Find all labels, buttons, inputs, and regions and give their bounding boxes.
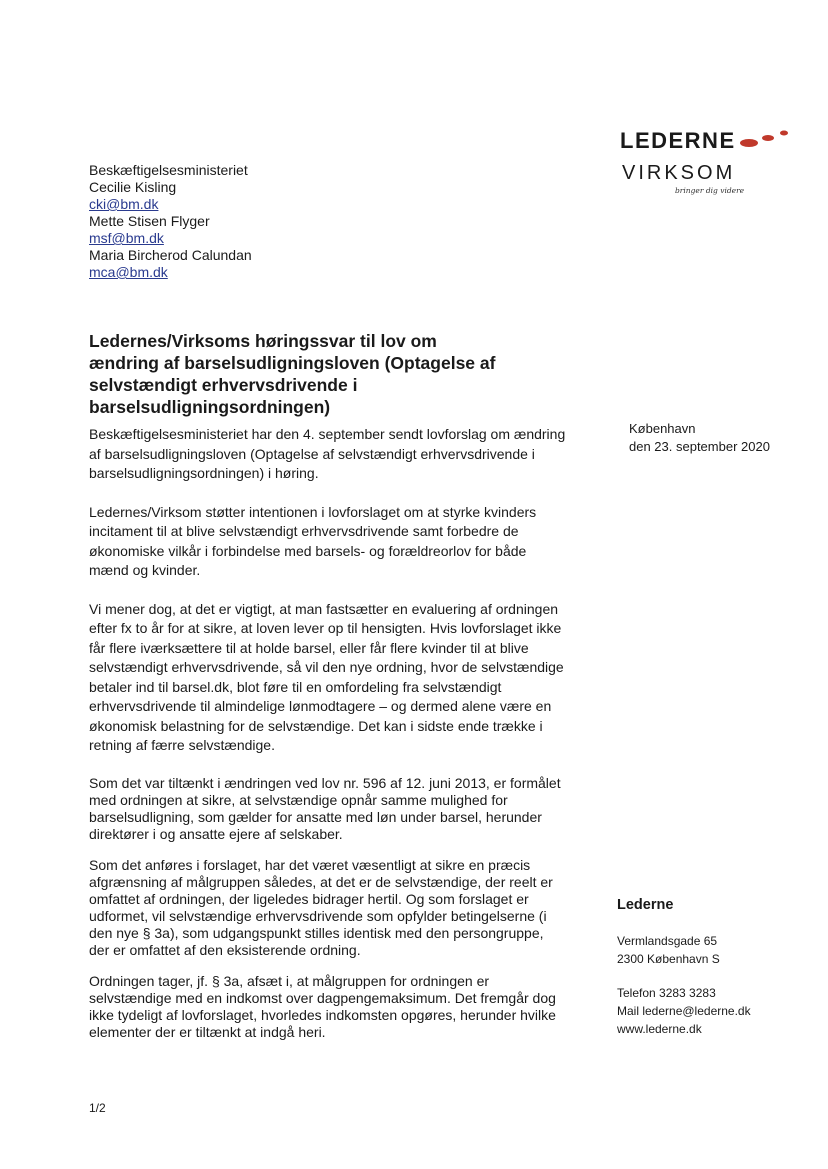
place-date-block (629, 420, 770, 456)
recipient-email-link[interactable]: mca@bm.dk (89, 264, 168, 280)
logo-virksom-text: VIRKSOM (622, 162, 736, 184)
recipient-name: Mette Stisen Flyger (89, 213, 210, 229)
contact-sidebar (617, 896, 751, 1054)
recipient-name: Cecilie Kisling (89, 179, 177, 195)
paragraph: Beskæftigelsesministeriet har den 4. september sendt lovforslag om ændring af barselsudligningsloven (Optagelse af selvstændigt erhvervsdrivende i barselsudligningsordningen) i høring. (89, 426, 566, 481)
paragraph: Ordningen tager, jf. § 3a, afsæt i, at målgruppen for ordningen er selvstændige med en indkomst over dagpengemaksimum. Det fremgår dog ikke tydeligt af lovforslaget, hvorledes indkomsten opgøres, herunder hvilke elementer der er tiltænkt at indgå heri. (89, 972, 556, 1040)
document-title: Ledernes/Virksoms høringssvar til lov om ændring af barselsudligningsloven (Optagelse af selvstændigt erhvervsdrivende i barselsudligningsordningen) (89, 331, 496, 417)
recipient-name: Maria Bircherod Calundan (89, 247, 252, 263)
paragraph: Som det var tiltænkt i ændringen ved lov nr. 596 af 12. juni 2013, er formålet med ordningen at sikre, at selvstændige opnår samme mulighed for barselsudligning, som gælder for ansatte med løn under barsel, herunder direktører i og ansatte ejere af selskaber. (89, 774, 561, 842)
logo-lederne-text: LEDERNE (620, 128, 736, 153)
place: København (629, 421, 696, 436)
recipient-email-link[interactable]: cki@bm.dk (89, 196, 159, 212)
address-street: Vermlandsgade 65 (617, 934, 718, 948)
recipient-block (89, 162, 252, 281)
contact-block (617, 984, 751, 1038)
paragraph: Vi mener dog, at det er vigtigt, at man fastsætter en evaluering af ordningen efter fx to år for at sikre, at loven lever op til hensigten. Hvis lovforslaget ikke får flere iværksættere til at holde barsel, eller får flere kvinder til at blive selvstændigt erhvervsdrivende, så vil den nye ordning, hvor de selvstændige betaler ind til barsel.dk, blot føre til en omfordeling fra selvstændigt erhvervsdrivende til almindelige lønmodtagere – og dermed alene være en økonomisk belastning for de selvstændige. Det kan i sidste ende trække i retning af færre selvstændige. (89, 600, 564, 753)
paragraph: Som det anføres i forslaget, har det været væsentligt at sikre en præcis afgrænsning af målgruppen således, at det er de selvstændige, der reelt er omfattet af ordningen, der ligeledes bidrager hertil. Og som forslaget er udformet, vil selvstændige erhvervsdrivende som opfylder betingelserne (i den nye § 3a), som udgangspunkt stilles identisk med den persongruppe, der er omfattet af den eksisterende ordning. (89, 856, 553, 958)
recipient-ministry: Beskæftigelsesministeriet (89, 162, 248, 178)
mail[interactable]: Mail lederne@lederne.dk (617, 1004, 751, 1018)
recipient-email-link[interactable]: msf@bm.dk (89, 230, 164, 246)
paragraph: Ledernes/Virksom støtter intentionen i lovforslaget om at styrke kvinders incitament til at blive selvstændigt erhvervsdrivende samt forbedre de økonomiske vilkår i forbindelse med barsels- og forældreorlov for både mænd og kvinder. (89, 503, 537, 578)
page-number: 1/2 (89, 1101, 106, 1115)
lederne-virksom-logo (620, 128, 795, 198)
address-city: 2300 København S (617, 952, 720, 966)
body-text (89, 425, 567, 1055)
date: den 23. september 2020 (629, 439, 770, 454)
address-block (617, 932, 751, 968)
phone: Telefon 3283 3283 (617, 986, 716, 1000)
website[interactable]: www.lederne.dk (617, 1022, 702, 1036)
logo-tagline: bringer dig videre (675, 186, 745, 195)
org-name: Lederne (617, 897, 674, 913)
logo-dots-icon (738, 128, 793, 152)
